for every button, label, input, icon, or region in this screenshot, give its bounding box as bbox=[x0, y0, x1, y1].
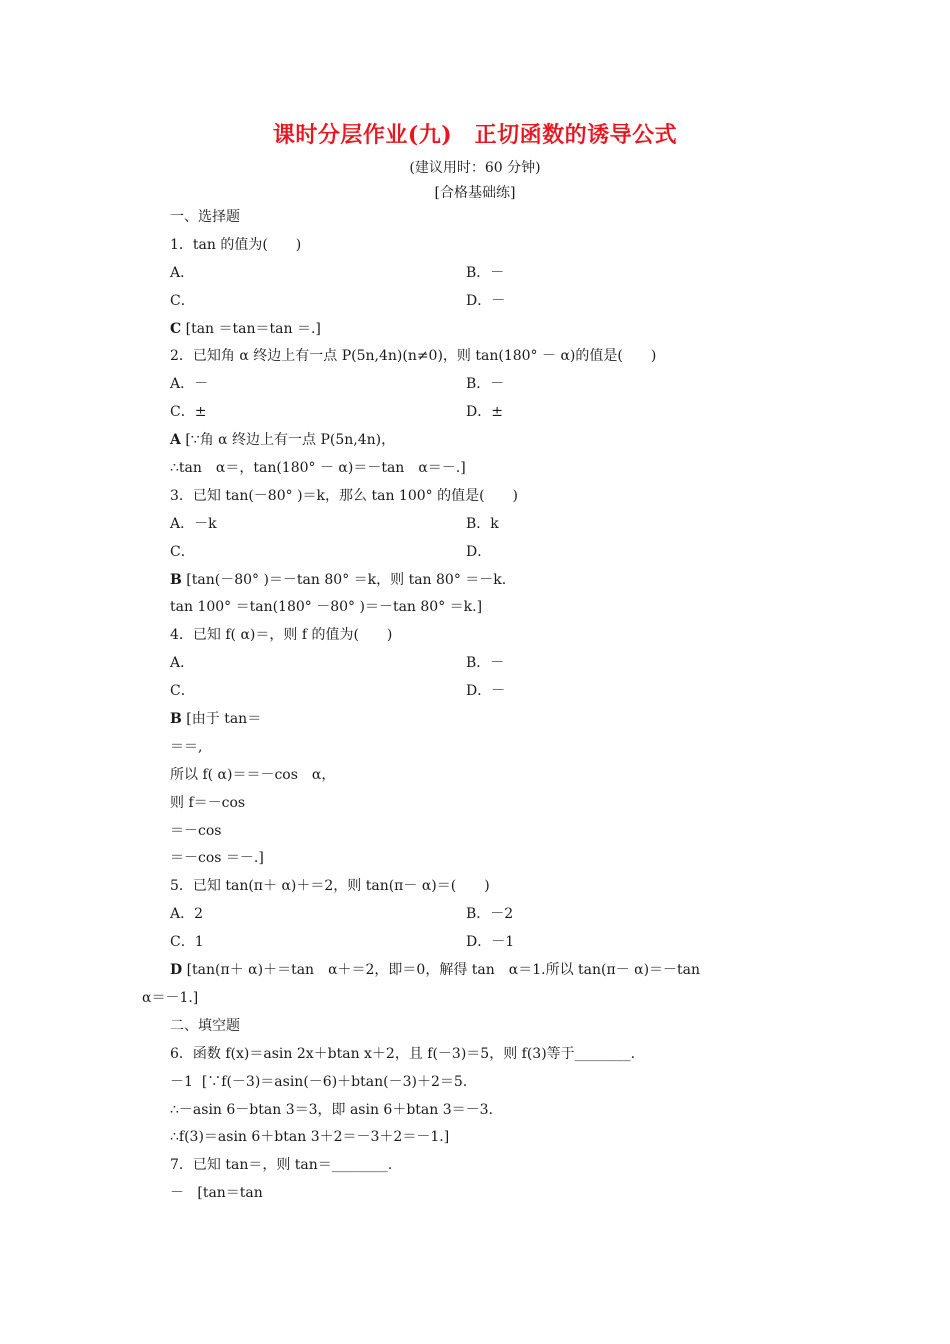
option-row bbox=[170, 901, 830, 929]
option-a: A． bbox=[170, 264, 195, 281]
time-suggestion: (建议用时：60 分钟) bbox=[409, 160, 541, 176]
option-d: D．－1 bbox=[466, 934, 515, 951]
option-row bbox=[170, 929, 830, 957]
option-d: D．± bbox=[466, 404, 503, 421]
option-row bbox=[170, 678, 830, 706]
option-a: A．－k bbox=[170, 515, 217, 532]
option-row bbox=[170, 371, 830, 399]
answer-value: － bbox=[170, 1185, 184, 1202]
question-stem: 1．tan 的值为( ) bbox=[170, 236, 302, 253]
question-stem: 3．已知 tan(－80° )＝k，那么 tan 100° 的值是( ) bbox=[170, 487, 519, 504]
option-d: D．－ bbox=[466, 683, 506, 700]
option-row bbox=[170, 650, 830, 678]
question-stem: 4．已知 f( α)＝，则 f 的值为( ) bbox=[170, 627, 393, 644]
answer-line bbox=[170, 316, 830, 344]
option-c: C． bbox=[170, 543, 195, 560]
answer-letter: C bbox=[170, 320, 182, 337]
explanation-line: ＝＝, bbox=[170, 738, 203, 755]
answer-explanation: [tan ＝tan＝tan ＝.] bbox=[185, 320, 321, 337]
answer-explanation: [tan(－80° )＝－tan 80° ＝k，则 tan 80° ＝－k. bbox=[186, 571, 507, 588]
answer-explanation: [∵f(－3)＝asin(－6)＋btan(－3)＋2＝5. bbox=[201, 1073, 468, 1090]
option-row bbox=[170, 511, 830, 539]
answer-letter: A bbox=[170, 432, 181, 449]
question-stem: 6．函数 f(x)＝asin 2x＋btan x＋2，且 f(－3)＝5，则 f(3)等于________. bbox=[170, 1045, 636, 1062]
answer-line bbox=[170, 1180, 830, 1208]
option-b: B．k bbox=[466, 515, 499, 532]
section-heading: 二、填空题 bbox=[170, 1017, 240, 1034]
option-row bbox=[170, 539, 830, 567]
answer-letter: B bbox=[170, 571, 182, 588]
answer-line bbox=[170, 957, 830, 985]
explanation-line: α＝－1.] bbox=[142, 989, 199, 1006]
option-a: A．－ bbox=[170, 376, 209, 393]
option-d: D．－ bbox=[466, 292, 506, 309]
answer-line bbox=[170, 427, 830, 455]
answer-line bbox=[170, 706, 830, 734]
option-row bbox=[170, 260, 830, 288]
option-c: C．1 bbox=[170, 934, 204, 951]
option-a: A． bbox=[170, 655, 195, 672]
explanation-line: ＝－cos ＝－.] bbox=[170, 850, 264, 867]
option-b: B．－2 bbox=[466, 906, 514, 923]
answer-explanation: [由于 tan＝ bbox=[186, 711, 262, 728]
answer-explanation: [∵角 α 终边上有一点 P(5n,4n)， bbox=[185, 432, 396, 449]
option-row bbox=[170, 399, 830, 427]
option-row bbox=[170, 288, 830, 316]
explanation-line: ∴f(3)＝asin 6＋btan 3＋2＝－3＋2＝－1.] bbox=[170, 1129, 450, 1146]
answer-explanation: [tan＝tan bbox=[197, 1185, 263, 1202]
exercise-content bbox=[142, 204, 830, 1208]
option-b: B．－ bbox=[466, 655, 505, 672]
explanation-line: ＝－cos bbox=[170, 822, 222, 839]
page-title: 课时分层作业(九) 正切函数的诱导公式 bbox=[272, 122, 678, 148]
option-c: C．± bbox=[170, 404, 207, 421]
answer-line bbox=[170, 1069, 830, 1097]
explanation-line: tan 100° ＝tan(180° －80° )＝－tan 80° ＝k.] bbox=[170, 599, 483, 616]
answer-letter: B bbox=[170, 711, 182, 728]
option-b: B．－ bbox=[466, 376, 505, 393]
question-stem: 7．已知 tan＝，则 tan＝________. bbox=[170, 1157, 393, 1174]
level-tag: [合格基础练] bbox=[434, 185, 516, 201]
option-a: A．2 bbox=[170, 906, 204, 923]
explanation-line: 所以 f( α)＝＝－cos α， bbox=[170, 766, 336, 783]
explanation-line: ∴tan α＝，tan(180° － α)＝－tan α＝－.] bbox=[170, 460, 466, 477]
explanation-line: ∴－asin 6－btan 3＝3，即 asin 6＋btan 3＝－3. bbox=[170, 1101, 494, 1118]
option-b: B．－ bbox=[466, 264, 505, 281]
answer-value: －1 bbox=[170, 1073, 193, 1090]
answer-line bbox=[170, 567, 830, 595]
section-heading: 一、选择题 bbox=[170, 209, 240, 225]
question-stem: 2．已知角 α 终边上有一点 P(5n,4n)(n≠0)，则 tan(180° － α)的值是( ) bbox=[170, 348, 657, 365]
option-c: C． bbox=[170, 683, 195, 700]
question-stem: 5．已知 tan(π＋ α)＋＝2，则 tan(π－ α)＝( ) bbox=[170, 878, 490, 895]
option-d: D． bbox=[466, 543, 492, 560]
option-c: C． bbox=[170, 292, 195, 309]
explanation-line: 则 f＝－cos bbox=[170, 794, 246, 811]
answer-letter: D bbox=[170, 962, 183, 979]
answer-explanation: [tan(π＋ α)＋＝tan α＋＝2，即＝0，解得 tan α＝1.所以 tan(π－ α)＝－tan bbox=[186, 962, 701, 979]
